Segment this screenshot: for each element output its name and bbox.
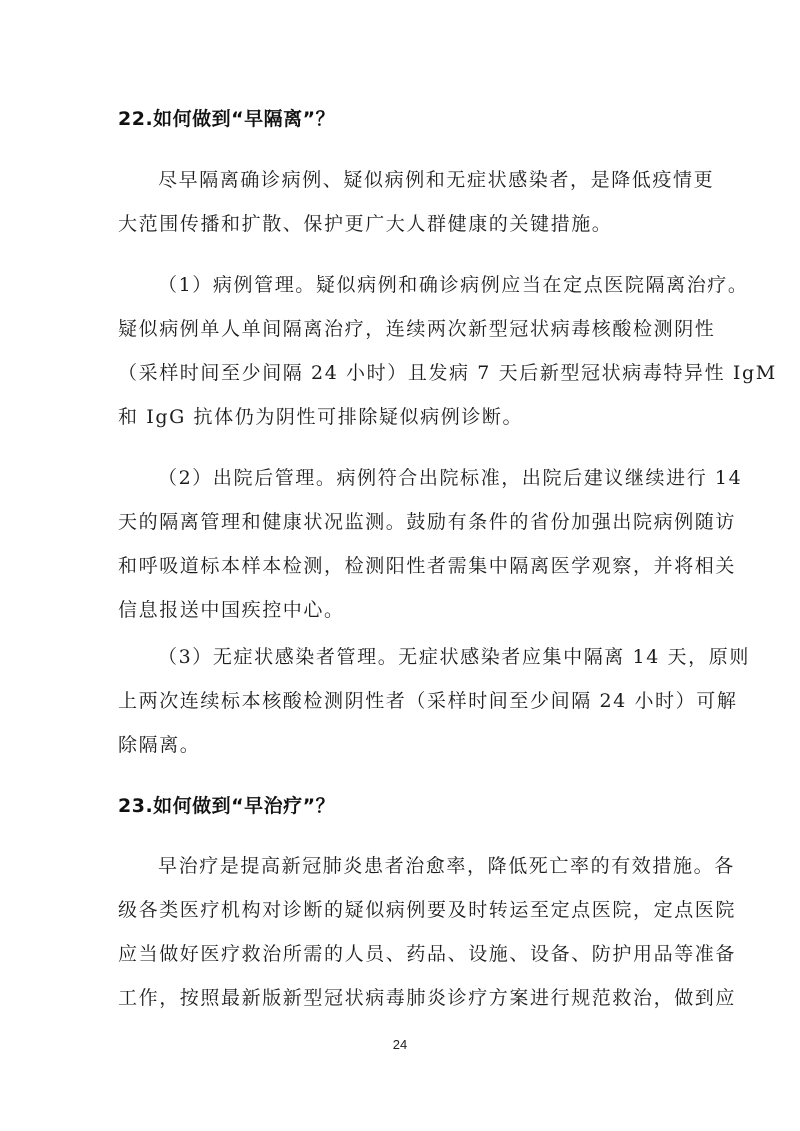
paragraph-line: 和 IgG 抗体仍为阴性可排除疑似病例诊断。 (118, 406, 524, 428)
paragraph-line: 除隔离。 (118, 734, 201, 756)
paragraph-line: 上两次连续标本核酸检测阴性者（采样时间至少间隔 24 小时）可解 (118, 690, 738, 712)
page-number: 24 (392, 1037, 408, 1052)
paragraph-line: （1）病例管理。疑似病例和确诊病例应当在定点医院隔离治疗。 (158, 274, 749, 296)
paragraph-line: 尽早隔离确诊病例、疑似病例和无症状感染者，是降低疫情更 (158, 169, 715, 191)
paragraph-line: 天的隔离管理和健康状况监测。鼓励有条件的省份加强出院病例随访 (118, 511, 737, 533)
section-heading-22: 22.如何做到“早隔离”？ (118, 108, 336, 130)
paragraph-line: 和呼吸道标本样本检测，检测阳性者需集中隔离医学观察，并将相关 (118, 555, 737, 577)
paragraph-line: 大范围传播和扩散、保护更广大人群健康的关键措施。 (118, 213, 613, 235)
section-heading-23: 23.如何做到“早治疗”？ (118, 795, 336, 817)
paragraph-line: （2）出院后管理。病例符合出院标准，出院后建议继续进行 14 (158, 467, 743, 489)
paragraph-line: 疑似病例单人单间隔离治疗，连续两次新型冠状病毒核酸检测阴性 (118, 318, 716, 340)
paragraph-line: 工作，按照最新版新型冠状病毒肺炎诊疗方案进行规范救治，做到应 (118, 987, 737, 1009)
paragraph-line: 信息报送中国疾控中心。 (118, 599, 345, 621)
paragraph-line: 早治疗是提高新冠肺炎患者治愈率，降低死亡率的有效措施。各 (158, 855, 735, 877)
paragraph-line: 应当做好医疗救治所需的人员、药品、设施、设备、防护用品等准备 (118, 943, 737, 965)
paragraph-line: （3）无症状感染者管理。无症状感染者应集中隔离 14 天，原则 (158, 646, 750, 668)
paragraph-line: 级各类医疗机构对诊断的疑似病例要及时转运至定点医院，定点医院 (118, 899, 737, 921)
paragraph-line: （采样时间至少间隔 24 小时）且发病 7 天后新型冠状病毒特异性 IgM (118, 362, 777, 384)
